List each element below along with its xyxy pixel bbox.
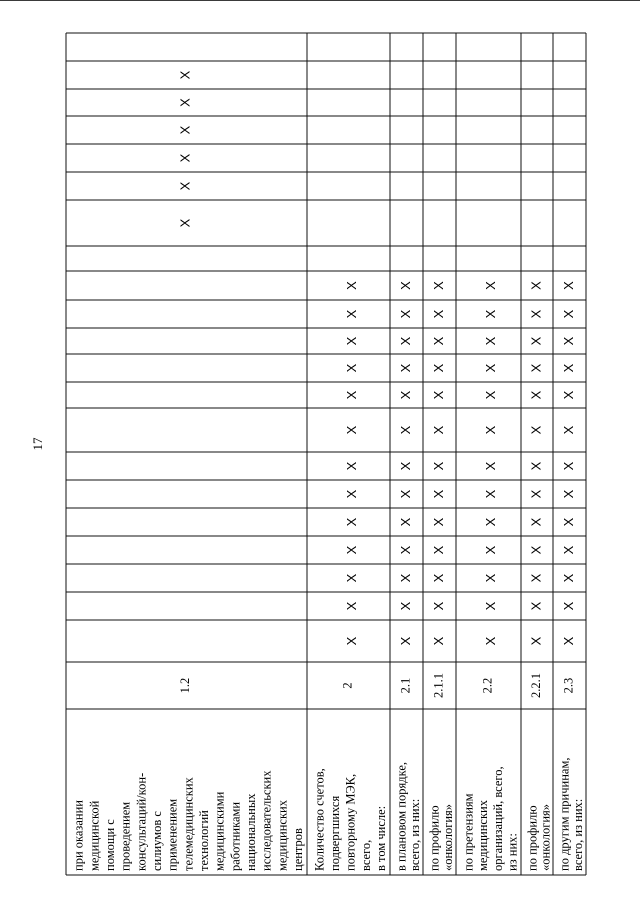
cell-mark-x: X — [344, 336, 360, 346]
cell-mark-x: X — [560, 425, 576, 435]
row-label-line: «онкология» — [441, 803, 456, 871]
table-grid — [66, 33, 586, 875]
cell-mark-x: X — [560, 281, 576, 290]
cell-mark-x: X — [397, 281, 413, 290]
cell-mark-x: X — [430, 390, 446, 400]
cell-mark-x: X — [528, 517, 544, 527]
cell-mark-x: X — [430, 489, 446, 499]
row-label-line: медицинской — [87, 800, 102, 871]
cell-mark-x: X — [397, 363, 413, 373]
page-number-text: 17 — [30, 437, 45, 451]
row-label-line: «онкология» — [538, 803, 553, 871]
row-label-line: работниками — [228, 801, 243, 871]
cell-mark-x: X — [483, 636, 499, 646]
cell-mark-x: X — [344, 461, 360, 471]
row-label-line: помощи с — [103, 819, 118, 871]
row-code: 2.1.1 — [431, 673, 446, 698]
cell-mark-x: X — [430, 545, 446, 555]
row-label-line: по другим причинам, — [557, 757, 572, 871]
cell-mark-x: X — [344, 636, 360, 646]
row-label-line: по профилю — [427, 805, 442, 871]
cell-mark-x: X — [397, 390, 413, 400]
cell-mark-x: X — [483, 336, 499, 346]
cell-mark-x: X — [560, 545, 576, 555]
cell-mark-x: X — [397, 517, 413, 527]
cell-mark-x: X — [528, 573, 544, 583]
cell-mark-x: X — [528, 390, 544, 400]
cell-mark-x: X — [528, 461, 544, 471]
cell-mark-x: X — [430, 636, 446, 646]
cell-mark-x: X — [344, 309, 360, 319]
cell-mark-x: X — [344, 517, 360, 527]
cell-mark-x: X — [397, 545, 413, 555]
row-label-line: всего, из них: — [571, 798, 586, 871]
row-label-line: организаций, всего, — [490, 766, 505, 871]
row-label-line: силиумов с — [150, 811, 165, 871]
cell-mark-x: X — [560, 390, 576, 400]
cell-mark-x: X — [430, 601, 446, 611]
row-label-line: проведением — [118, 801, 133, 871]
row-label-line: всего, — [358, 839, 373, 871]
row-code: 1.2 — [177, 677, 192, 694]
cell-mark-x: X — [528, 363, 544, 373]
cell-mark-x: X — [177, 181, 193, 191]
row-label-line: по профилю — [525, 805, 540, 871]
cell-mark-x: X — [344, 425, 360, 435]
cell-mark-x: X — [344, 489, 360, 499]
row-label-line: медицинских — [476, 800, 490, 871]
cell-mark-x: X — [560, 336, 576, 346]
row-label-line: применением — [165, 798, 180, 871]
row-label-line: консультаций/кон- — [134, 772, 149, 871]
row-code: 2.2 — [480, 677, 495, 694]
cell-mark-x: X — [344, 363, 360, 373]
cell-mark-x: X — [528, 601, 544, 611]
row-label-line: подвергшихся — [327, 795, 342, 871]
cell-mark-x: X — [397, 601, 413, 611]
cell-mark-x: X — [483, 545, 499, 555]
cell-mark-x: X — [397, 636, 413, 646]
cell-mark-x: X — [560, 489, 576, 499]
cell-mark-x: X — [560, 461, 576, 471]
table-content — [72, 70, 585, 871]
cell-mark-x: X — [430, 573, 446, 583]
row-label-line: по претензиям — [461, 793, 476, 871]
cell-mark-x: X — [397, 336, 413, 346]
cell-mark-x: X — [177, 98, 193, 107]
cell-mark-x: X — [483, 363, 499, 373]
cell-mark-x: X — [430, 281, 446, 290]
cell-mark-x: X — [430, 363, 446, 373]
row-label-line: Количество счетов, — [312, 768, 327, 871]
cell-mark-x: X — [177, 125, 193, 135]
cell-mark-x: X — [483, 573, 499, 583]
cell-mark-x: X — [397, 309, 413, 319]
row-code: 2.3 — [561, 677, 576, 694]
cell-mark-x: X — [483, 517, 499, 527]
row-label-line: телемедицинских — [181, 777, 196, 871]
cell-mark-x: X — [560, 363, 576, 373]
cell-mark-x: X — [177, 153, 193, 163]
cell-mark-x: X — [528, 636, 544, 646]
cell-mark-x: X — [560, 517, 576, 527]
row-label-line: центров — [291, 828, 306, 871]
cell-mark-x: X — [560, 309, 576, 319]
cell-mark-x: X — [528, 309, 544, 319]
cell-mark-x: X — [528, 281, 544, 290]
cell-mark-x: X — [430, 309, 446, 319]
cell-mark-x: X — [528, 336, 544, 346]
cell-mark-x: X — [344, 281, 360, 290]
cell-mark-x: X — [344, 601, 360, 611]
row-label-line: исследовательских — [259, 770, 274, 871]
cell-mark-x: X — [430, 425, 446, 435]
row-code: 2 — [340, 682, 355, 689]
cell-mark-x: X — [560, 601, 576, 611]
row-label-line: национальных — [244, 793, 259, 871]
cell-mark-x: X — [397, 489, 413, 499]
row-code: 2.2.1 — [528, 673, 543, 698]
cell-mark-x: X — [397, 425, 413, 435]
cell-mark-x: X — [177, 70, 193, 80]
row-label-line: медицинских — [275, 800, 290, 871]
cell-mark-x: X — [430, 461, 446, 471]
cell-mark-x: X — [397, 461, 413, 471]
cell-mark-x: X — [177, 218, 193, 228]
row-label-line: всего, из них: — [408, 798, 423, 871]
cell-mark-x: X — [560, 636, 576, 646]
cell-mark-x: X — [344, 390, 360, 400]
row-label-line: технологий — [197, 810, 212, 871]
cell-mark-x: X — [483, 601, 499, 611]
cell-mark-x: X — [344, 573, 360, 583]
cell-mark-x: X — [483, 309, 499, 319]
cell-mark-x: X — [344, 545, 360, 555]
cell-mark-x: X — [483, 281, 499, 290]
row-label-line: при оказании — [71, 800, 86, 871]
row-label-line: медицинскими — [212, 791, 227, 871]
cell-mark-x: X — [430, 517, 446, 527]
cell-mark-x: X — [430, 336, 446, 346]
cell-mark-x: X — [483, 425, 499, 435]
cell-mark-x: X — [483, 489, 499, 499]
cell-mark-x: X — [397, 573, 413, 583]
cell-mark-x: X — [483, 390, 499, 400]
row-label-line: в том числе: — [374, 805, 389, 871]
cell-mark-x: X — [528, 545, 544, 555]
cell-mark-x: X — [560, 573, 576, 583]
cell-mark-x: X — [528, 425, 544, 435]
row-label-line: из них: — [505, 833, 520, 871]
cell-mark-x: X — [483, 461, 499, 471]
row-label-line: в плановом порядке, — [394, 761, 409, 871]
row-label-line: повторному МЭК, — [343, 773, 358, 871]
row-code: 2.1 — [398, 677, 413, 694]
cell-mark-x: X — [528, 489, 544, 499]
